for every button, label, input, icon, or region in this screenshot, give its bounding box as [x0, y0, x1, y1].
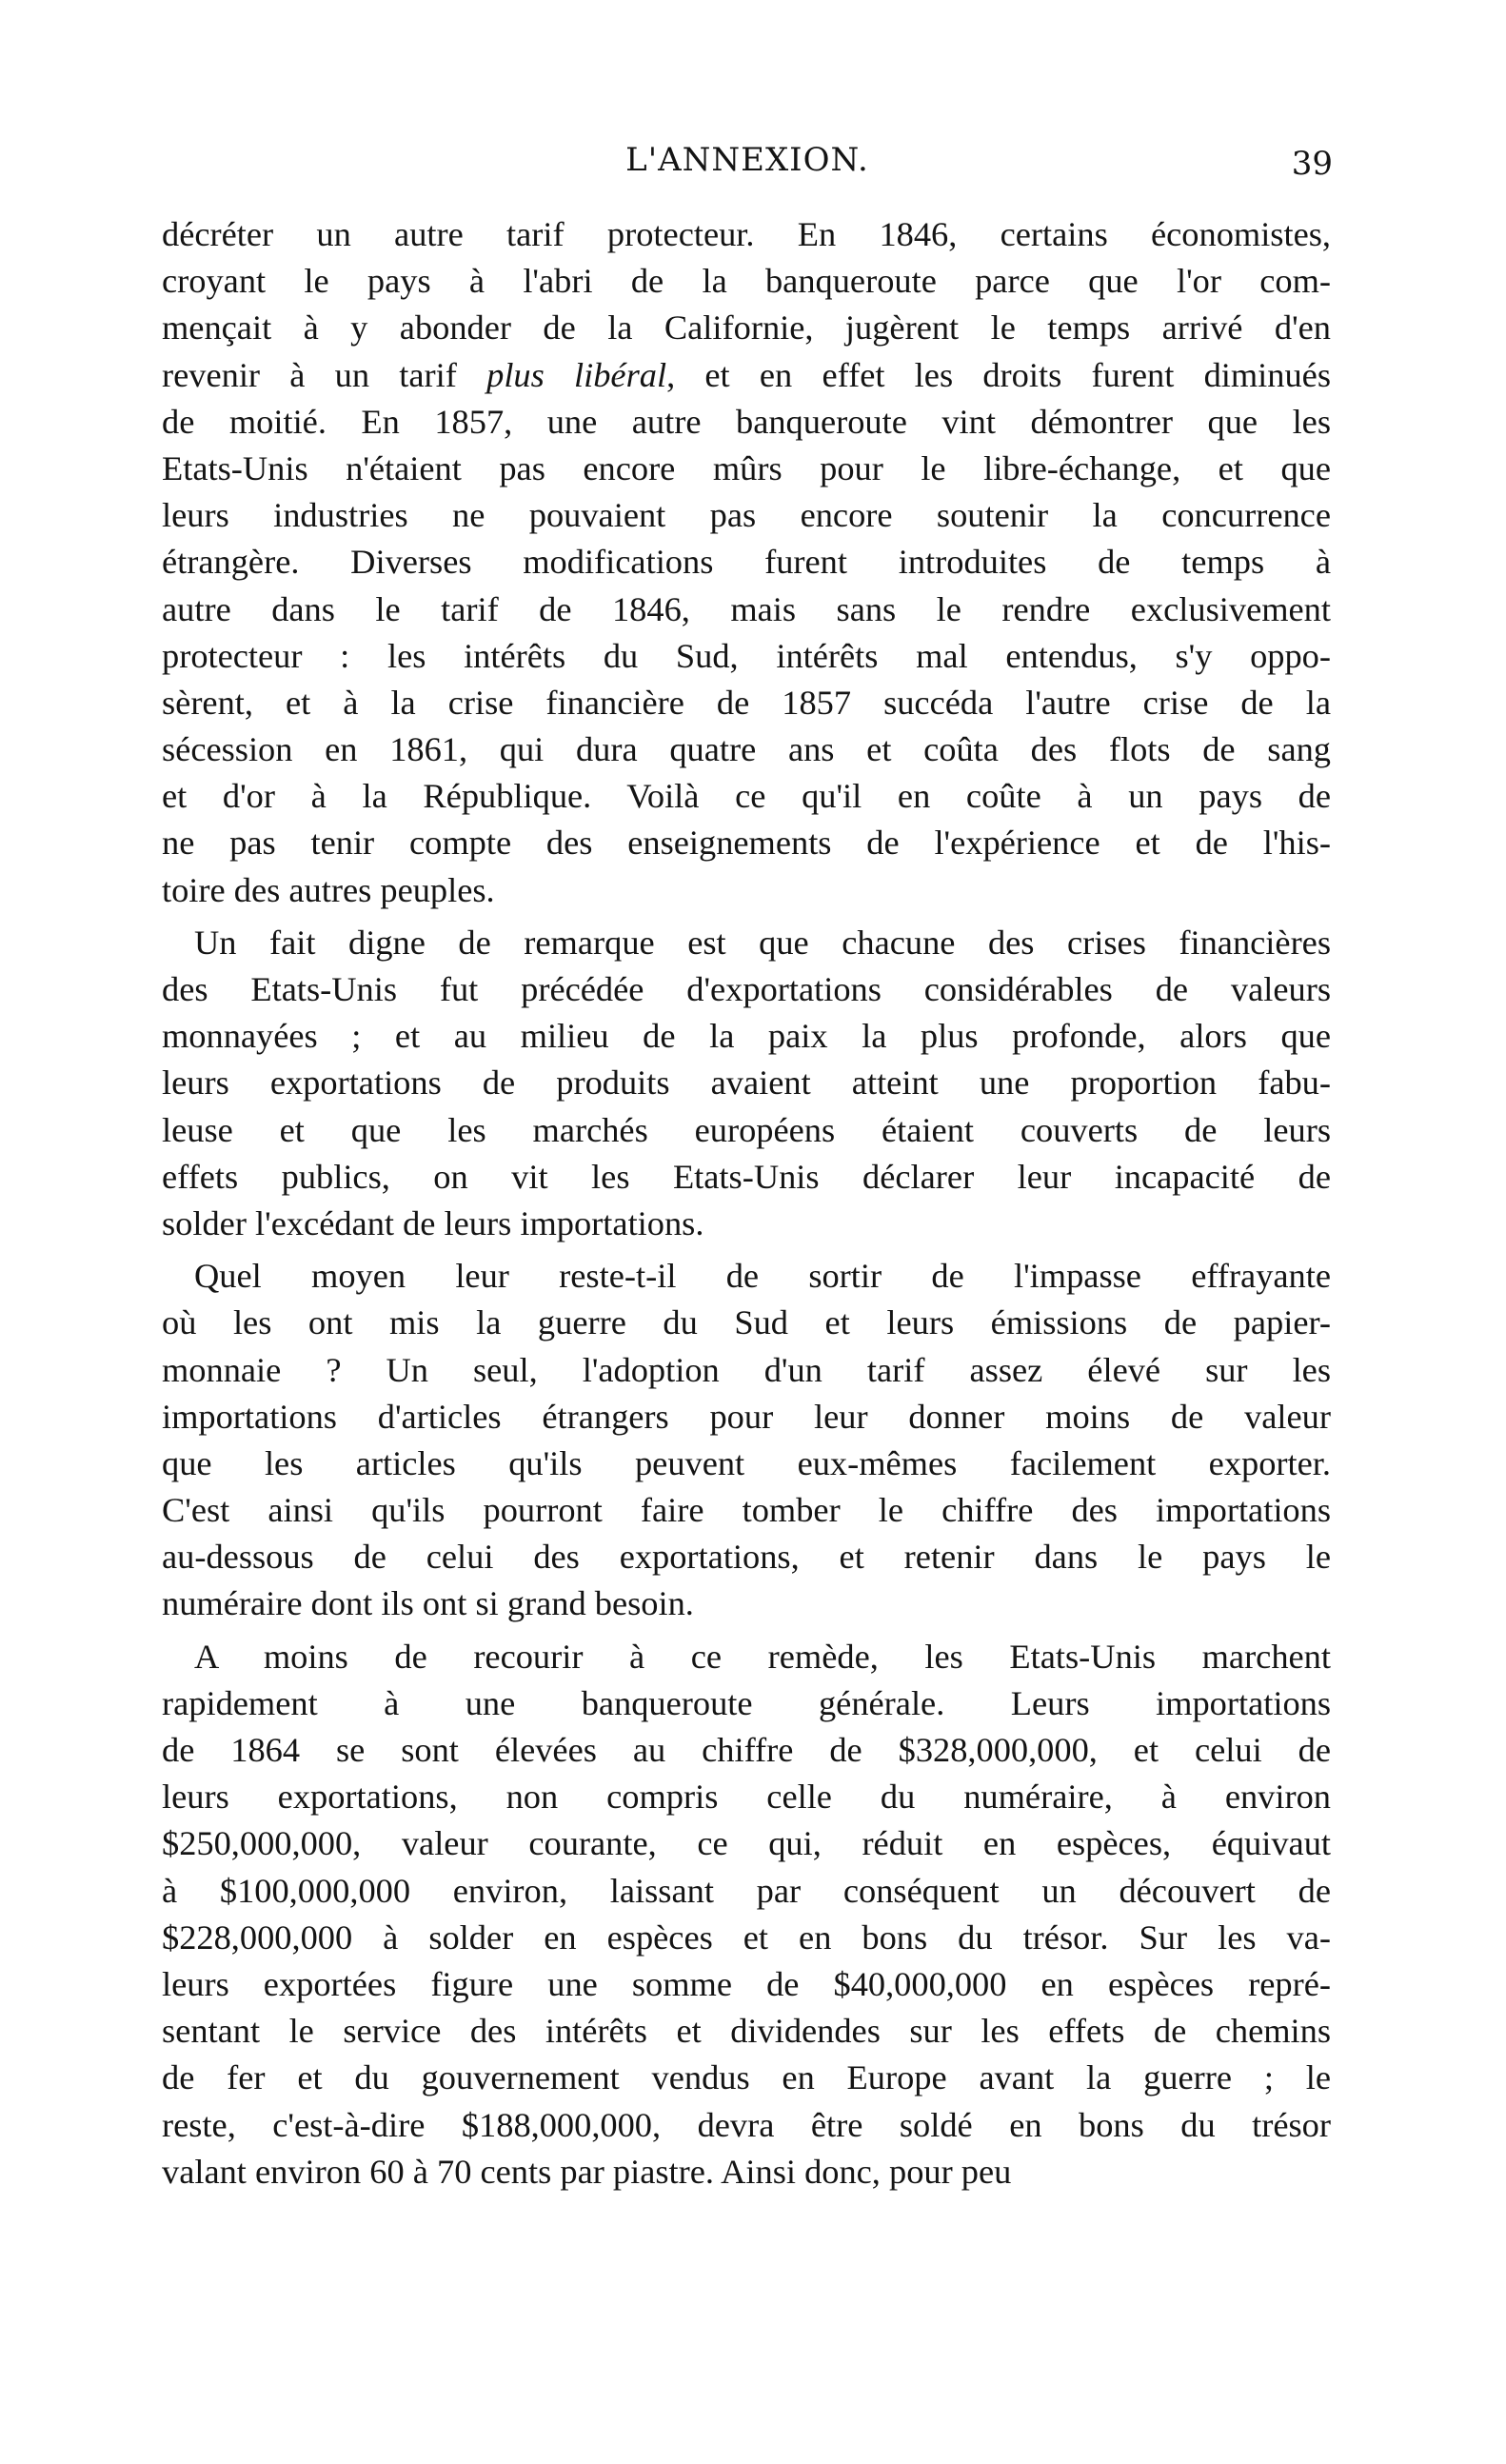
text-line: leurs exportées figure une somme de $40,000,000 en espèces repré- [162, 1964, 1331, 2003]
page-number: 39 [1291, 145, 1333, 183]
text-line: importations d'articles étrangers pour leur donner moins de valeur [162, 1397, 1331, 1436]
text-line: A moins de recourir à ce remède, les Etats-Unis marchent [194, 1637, 1331, 1676]
paragraph [162, 1253, 1331, 1628]
text-line: autre dans le tarif de 1846, mais sans le rendre exclusivement [162, 589, 1331, 628]
text-line: mençait à y abonder de la Californie, jugèrent le temps arrivé d'en [162, 308, 1331, 348]
text-line: de 1864 se sont élevées au chiffre de $328,000,000, et celui de [162, 1731, 1331, 1769]
text-line: solder l'excédant de leurs importations. [162, 1203, 704, 1242]
text-line: au-dessous de celui des exportations, et retenir dans le pays le [162, 1538, 1331, 1577]
text-line: croyant le pays à l'abri de la banqueroute parce que l'or com- [162, 262, 1331, 301]
text-line: des Etats-Unis fut précédée d'exportations considérables de valeurs [162, 970, 1331, 1008]
body-text [162, 211, 1331, 2196]
text-line: étrangère. Diverses modifications furent introduites de temps à [162, 543, 1331, 582]
text-line: Un fait digne de remarque est que chacune des crises financières [194, 923, 1331, 962]
italic-phrase: plus libéral [486, 355, 667, 394]
text-line: monnayées ; et au milieu de la paix la plus profonde, alors que [162, 1017, 1331, 1056]
text-line: monnaie ? Un seul, l'adoption d'un tarif assez élevé sur les [162, 1350, 1331, 1389]
text-line: valant environ 60 à 70 cents par piastre. Ainsi donc, pour peu [162, 2152, 1012, 2191]
text-line: décréter un autre tarif protecteur. En 1846, certains économistes, [162, 215, 1331, 253]
text-line: leurs industries ne pouvaient pas encore soutenir la concurrence [162, 496, 1331, 535]
paragraph [162, 211, 1331, 914]
text-line: protecteur : les intérêts du Sud, intérêts mal entendus, s'y oppo- [162, 636, 1331, 675]
text-line: leurs exportations, non compris celle du numéraire, à environ [162, 1778, 1331, 1817]
text-line: $228,000,000 à solder en espèces et en bons du trésor. Sur les va- [162, 1918, 1331, 1957]
text-line: à $100,000,000 environ, laissant par conséquent un découvert de [162, 1871, 1331, 1910]
paragraph [162, 1634, 1331, 2196]
text-line: de moitié. En 1857, une autre banqueroute vint démontrer que les [162, 402, 1331, 441]
text-line: C'est ainsi qu'ils pourront faire tomber le chiffre des importations [162, 1491, 1331, 1530]
paragraph [162, 920, 1331, 1247]
text-line: rapidement à une banqueroute générale. Leurs importations [162, 1683, 1331, 1722]
text-line: où les ont mis la guerre du Sud et leurs émissions de papier- [162, 1303, 1331, 1342]
text-line: leuse et que les marchés européens étaient couverts de leurs [162, 1110, 1331, 1149]
text-line: que les articles qu'ils peuvent eux-mêmes facilement exporter. [162, 1443, 1331, 1482]
text-line: effets publics, on vit les Etats-Unis déclarer leur incapacité de [162, 1157, 1331, 1196]
text-line: Etats-Unis n'étaient pas encore mûrs pour le libre-échange, et que [162, 448, 1331, 487]
text-line: et d'or à la République. Voilà ce qu'il en coûte à un pays de [162, 777, 1331, 816]
text-line: $250,000,000, valeur courante, ce qui, réduit en espèces, équivaut [162, 1824, 1331, 1863]
running-head [162, 141, 1333, 189]
text-line: reste, c'est-à-dire $188,000,000, devra être soldé en bons du trésor [162, 2105, 1331, 2144]
text-line: revenir à un tarif plus libéral, et en effet les droits furent diminués [162, 355, 1331, 394]
text-line: sentant le service des intérêts et dividendes sur les effets de chemins [162, 2012, 1331, 2051]
text-line: de fer et du gouvernement vendus en Europe avant la guerre ; le [162, 2058, 1331, 2097]
text-line: sèrent, et à la crise financière de 1857 succéda l'autre crise de la [162, 683, 1331, 722]
text-line: Quel moyen leur reste-t-il de sortir de l'impasse effrayante [194, 1257, 1331, 1296]
text-line: toire des autres peuples. [162, 870, 495, 909]
text-line: leurs exportations de produits avaient atteint une proportion fabu- [162, 1063, 1331, 1103]
text-line: ne pas tenir compte des enseignements de l'expérience et de l'his- [162, 824, 1331, 863]
text-line: numéraire dont ils ont si grand besoin. [162, 1584, 694, 1623]
running-title: L'ANNEXION. [625, 141, 869, 179]
text-line: sécession en 1861, qui dura quatre ans et coûta des flots de sang [162, 730, 1331, 769]
